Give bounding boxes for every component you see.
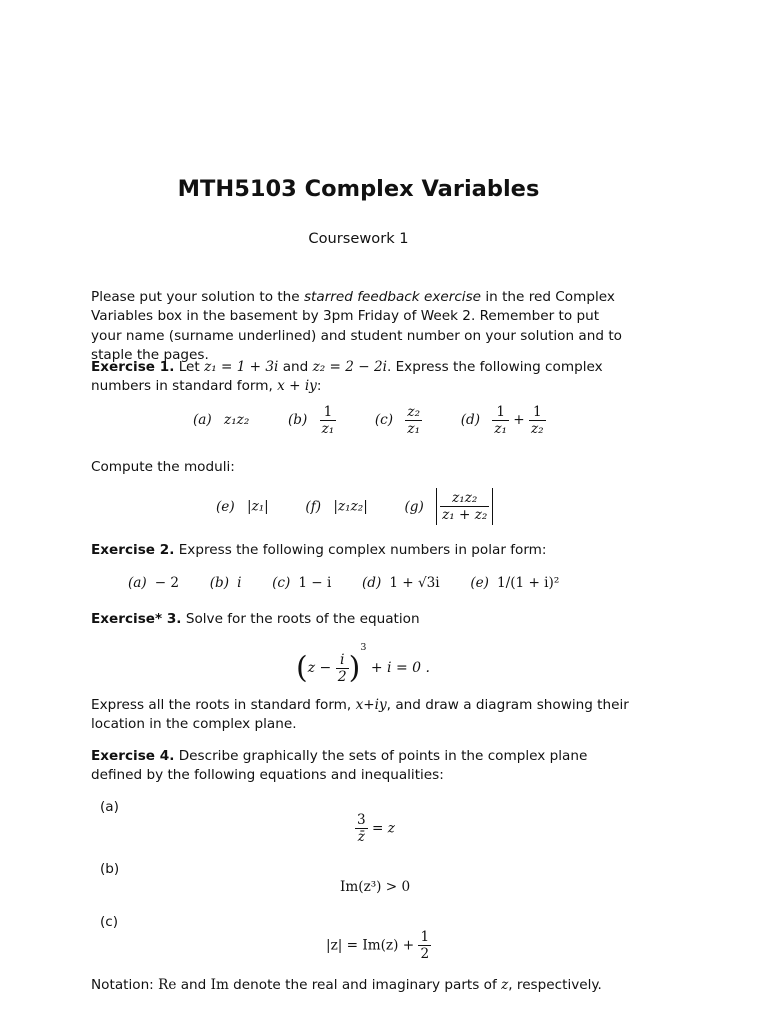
frac-den: z₁ [407, 421, 421, 437]
ex2-text: Express the following complex numbers in polar form: [178, 542, 547, 558]
item-b-label: (b) [287, 412, 308, 428]
item-c-expr: 1 − i [298, 575, 332, 591]
notation-text-3: , respectively. [508, 977, 602, 993]
item-e-label: (e) [216, 498, 235, 515]
notation-text-2: denote the real and imaginary parts of [228, 977, 502, 993]
item-g-abs [436, 488, 493, 525]
frac-num: z₂ [407, 404, 421, 420]
frac-num: i [339, 651, 345, 668]
ex4-a-label: (a) [100, 799, 119, 815]
item-e-expr: |z₁| [246, 498, 269, 515]
ex3-after-2: , and draw a diagram showing their location in the complex plane. [91, 697, 629, 733]
frac-den: z̄ [355, 828, 368, 845]
moduli-items [216, 488, 493, 525]
ex1-z2-def: z₂ = 2 − 2i [312, 359, 387, 375]
ex1-form: x + iy [277, 378, 317, 395]
exercise-2-statement [91, 541, 631, 560]
item-c-label: (c) [374, 412, 394, 428]
exercise-3-label: Exercise* 3. [91, 611, 182, 627]
exercise-1-label: Exercise 1. [91, 359, 175, 375]
ex3-after-form: x+iy [355, 697, 387, 713]
frac-den: z₂ [531, 421, 544, 437]
item-a-expr: − 2 [154, 575, 180, 591]
frac-num: 1 [533, 404, 542, 420]
plus-sign: + [513, 412, 525, 428]
item-d-fraction-1 [492, 404, 509, 437]
exercise-4-label: Exercise 4. [91, 748, 175, 764]
intro-text-2: in the red Complex Variables box in the basement by 3pm Friday of Week 2. Remember to put your name (surname underlined) and student number on your solution and to staple the pages. [91, 289, 622, 363]
moduli-text: Compute the moduli: [91, 459, 235, 475]
ex4-b-expr: Im(z³) > 0 [340, 879, 411, 895]
exercise-1-items [193, 404, 546, 437]
notation-line [91, 976, 631, 995]
page-title: MTH5103 Complex Variables [177, 176, 540, 202]
eq-fraction [336, 652, 349, 685]
ex1-and: and [282, 359, 309, 375]
eq-power: 3 [360, 642, 367, 653]
intro-paragraph [91, 288, 631, 365]
page-subtitle: Coursework 1 [308, 230, 409, 247]
item-e-label: (e) [470, 575, 489, 591]
ex1-let: Let [178, 359, 200, 375]
ex4-a-fraction [355, 812, 368, 845]
item-d-label: (d) [362, 575, 382, 591]
item-a-label: (a) [193, 412, 212, 428]
frac-den: 2 [420, 946, 430, 962]
ex1-text: . Express the following complex numbers in standard form, [91, 359, 603, 395]
ex4-c-fraction [418, 929, 431, 962]
ex4-c-label: (c) [100, 914, 119, 930]
notation-re: Re [158, 977, 177, 993]
ex1-z1-def: z₁ = 1 + 3i [204, 359, 279, 375]
intro-emphasis: starred feedback exercise [303, 289, 482, 305]
item-f-label: (f) [305, 498, 322, 515]
ex4-b-label: (b) [100, 861, 120, 877]
frac-den: z₁ [494, 421, 507, 437]
frac-num: z₁z₂ [452, 490, 478, 506]
ex1-colon: : [316, 378, 322, 395]
ex4-a-rest: = z [371, 820, 395, 837]
notation-im: Im [210, 977, 229, 993]
exercise-3-statement [91, 610, 631, 629]
item-c-label: (c) [272, 575, 291, 591]
notation-and: and [176, 977, 211, 993]
item-d-label: (d) [460, 412, 481, 428]
item-g-label: (g) [404, 498, 424, 515]
exercise-3-equation: (z − $\frac{i}{2}$ )$^3$ + i = 0 . [296, 642, 430, 686]
item-g-fraction [440, 490, 489, 523]
frac-num: 1 [420, 929, 430, 945]
exercise-3-after [91, 696, 631, 735]
eq-rest: + i = 0 . [370, 660, 430, 676]
exercise-2-items [128, 575, 559, 591]
ex4-c-equation [326, 929, 431, 962]
exercise-1-statement [91, 358, 631, 397]
eq-z: z − [307, 660, 332, 676]
item-b-label: (b) [209, 575, 230, 591]
item-d-fraction-2 [529, 404, 546, 437]
item-d-expr: 1 + √3i [389, 575, 440, 591]
item-a-expr: z₁z₂ [224, 412, 250, 428]
ex3-after-1: Express all the roots in standard form, [91, 697, 352, 713]
exercise-4-statement [91, 747, 631, 786]
exercise-2-label: Exercise 2. [91, 542, 175, 558]
frac-den: 2 [337, 668, 347, 685]
frac-num: 1 [496, 404, 505, 420]
ex4-c-lhs: |z| = Im(z) + [326, 937, 415, 954]
frac-num: 3 [357, 812, 366, 828]
item-b-fraction [320, 404, 337, 437]
item-a-label: (a) [128, 575, 147, 591]
intro-text-1: Please put your solution to the [91, 289, 304, 305]
ex4-a-equation [355, 812, 395, 845]
frac-den: z₁ [321, 421, 335, 437]
item-b-expr: i [237, 575, 242, 591]
ex3-text: Solve for the roots of the equation [185, 611, 420, 627]
notation-text-1: Notation: [91, 977, 159, 993]
item-e-expr: 1/(1 + i)² [496, 575, 560, 591]
frac-den: z₁ + z₂ [442, 507, 488, 523]
notation-z: z [501, 977, 509, 993]
ex4-text: Describe graphically the sets of points in the complex plane defined by the following equations and inequalities: [91, 748, 588, 784]
frac-num: 1 [323, 404, 333, 420]
item-c-fraction [405, 404, 422, 437]
item-f-expr: |z₁z₂| [333, 498, 368, 515]
